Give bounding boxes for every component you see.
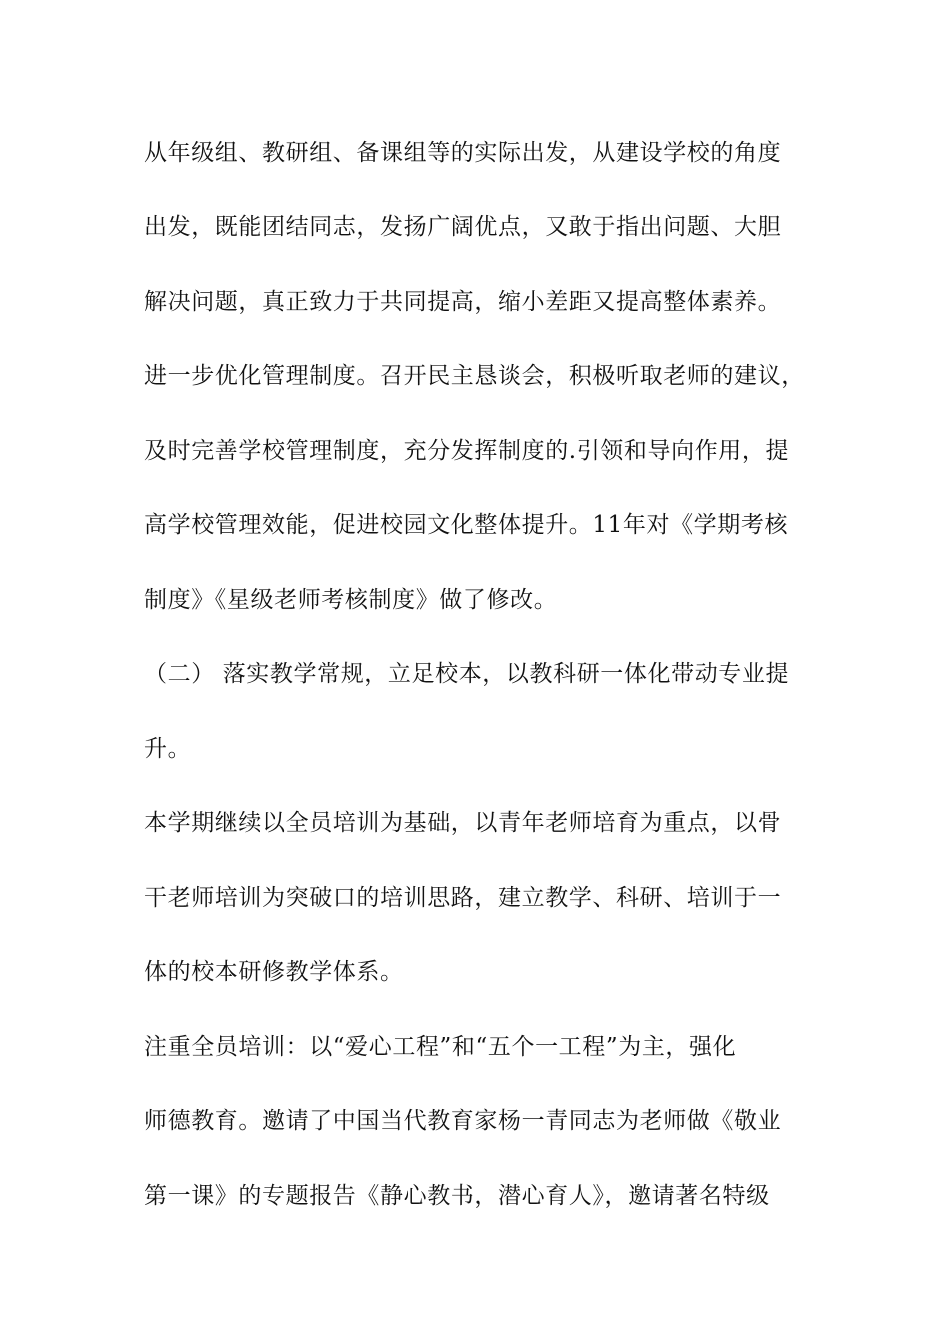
section-heading: （二） 落实教学常规，立足校本，以教科研一体化带动专业提 (144, 661, 790, 687)
section-heading-continued: 升。 (144, 736, 192, 762)
text-line: 进一步优化管理制度。召开民主恳谈会，积极听取老师的建议， (144, 363, 805, 389)
text-line: 制度》《星级老师考核制度》做了修改。 (144, 587, 558, 613)
text-line: 从年级组、教研组、备课组等的实际出发，从建设学校的角度 (144, 140, 782, 166)
text-line: 师德教育。邀请了中国当代教育家杨一青同志为老师做《敬业 (144, 1108, 782, 1134)
text-line: 高学校管理效能，促进校园文化整体提升。11年对《学期考核 (144, 512, 789, 538)
text-line: 注重全员培训：以“爱心工程”和“五个一工程”为主，强化 (144, 1034, 737, 1060)
text-line: 解决问题，真正致力于共同提高，缩小差距又提高整体素养。 (144, 289, 782, 315)
text-line: 体的校本研修教学体系。 (144, 959, 404, 985)
text-line: 出发，既能团结同志，发扬广阔优点，又敢于指出问题、大胆 (144, 214, 782, 240)
text-line: 本学期继续以全员培训为基础，以青年老师培育为重点，以骨 (144, 810, 782, 836)
text-line: 及时完善学校管理制度，充分发挥制度的.引领和导向作用，提 (144, 438, 790, 464)
text-line: 干老师培训为突破口的培训思路，建立教学、科研、培训于一 (144, 885, 782, 911)
text-line: 第一课》的专题报告《静心教书，潜心育人》，邀请著名特级 (144, 1183, 770, 1209)
